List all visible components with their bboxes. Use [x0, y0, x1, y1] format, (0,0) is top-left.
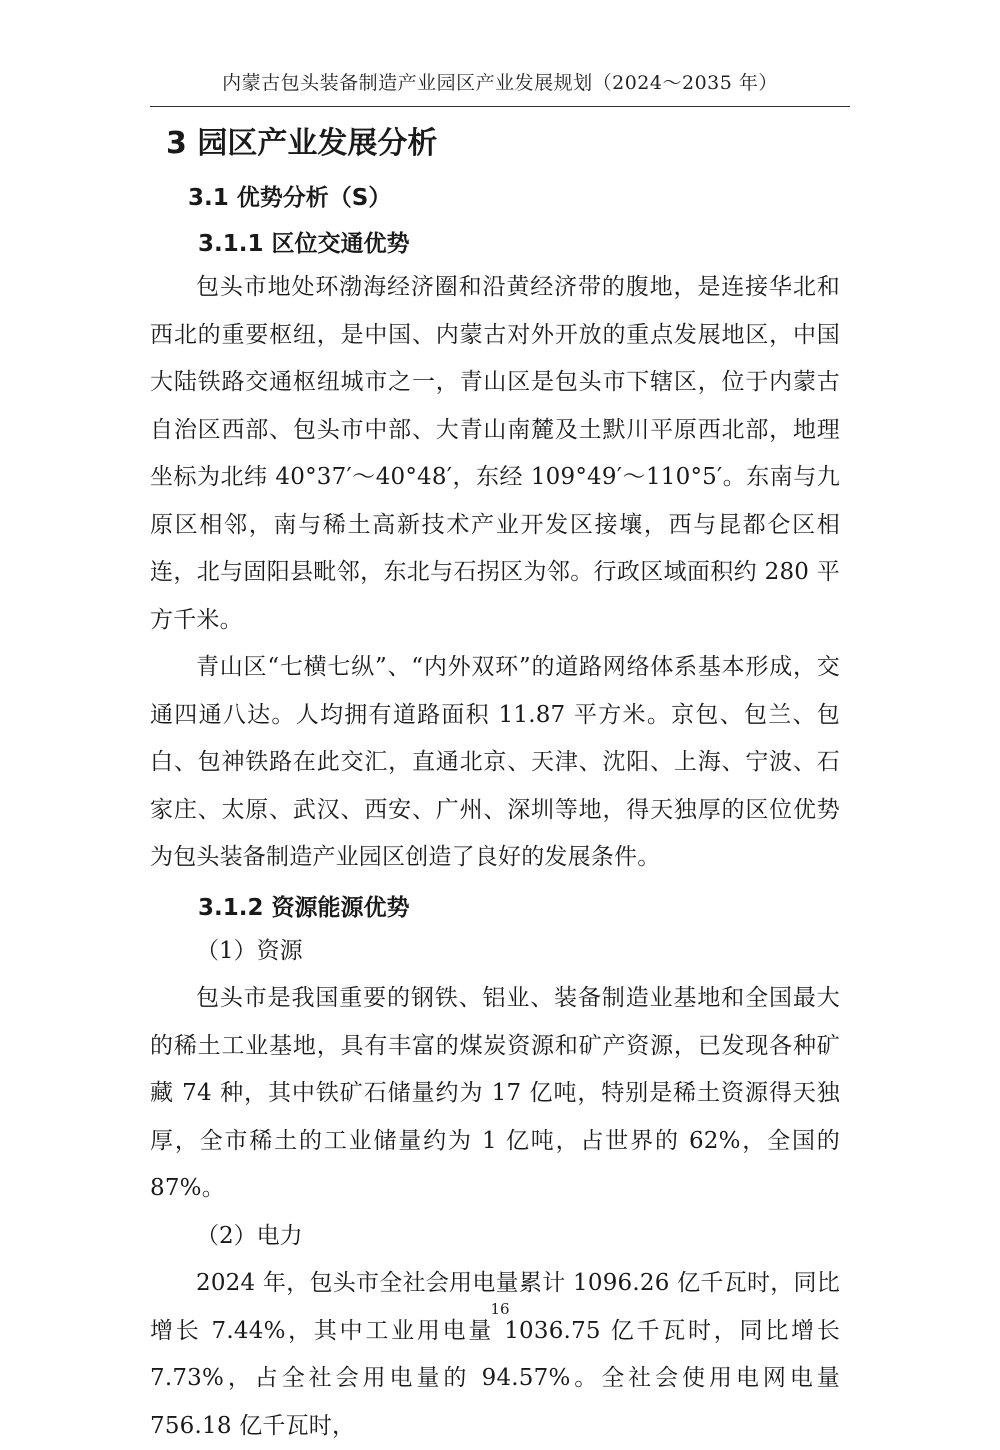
- item-label-resources: （1）资源: [196, 937, 303, 964]
- paragraph-transport-network: 青山区“七横七纵”、“内外双环”的道路网络体系基本形成，交通四通八达。人均拥有道路面积 11.87 平方米。京包、包兰、包白、包神铁路在此交汇，直通北京、天津、沈阳、上海、宁波、石家庄、太原、武汉、西安、广州、深圳等地，得天独厚的区位优势为包头装备制造产业园区创造了良好的发展条件。: [150, 654, 840, 870]
- item-label-power: （2）电力: [196, 1222, 303, 1249]
- paragraph-resources: 包头市是我国重要的钢铁、铝业、装备制造业基地和全国最大的稀土工业基地，具有丰富的煤炭资源和矿产资源，已发现各种矿藏 74 种，其中铁矿石储量约为 17 亿吨，特别是稀土资源得天独厚，全市稀土的工业储量约为 1 亿吨，占世界的 62%，全国的 87%。: [150, 985, 840, 1201]
- chapter-heading: 3 园区产业发展分析: [166, 126, 438, 161]
- page-number: 16: [490, 1300, 510, 1318]
- paragraph-power: 2024 年，包头市全社会用电量累计 1096.26 亿千瓦时，同比增长 7.44%，其中工业用电量 1036.75 亿千瓦时，同比增长 7.73%，占全社会用电量的 94.57%。全社会使用电网电量 756.18 亿千瓦时，: [150, 1270, 840, 1439]
- subsection-heading-3-1-2: 3.1.2 资源能源优势: [198, 894, 410, 921]
- section-heading-3-1: 3.1 优势分析（S）: [188, 185, 392, 211]
- page-content: [150, 118, 840, 1450]
- header-divider: [150, 106, 850, 107]
- subsection-heading-3-1-1: 3.1.1 区位交通优势: [198, 231, 410, 257]
- paragraph-location-advantage: 包头市地处环渤海经济圈和沿黄经济带的腹地，是连接华北和西北的重要枢纽，是中国、内蒙古对外开放的重点发展地区，中国大陆铁路交通枢纽城市之一，青山区是包头市下辖区，位于内蒙古自治区西部、包头市中部、大青山南麓及土默川平原西北部，地理坐标为北纬 40°37′～40°48′，东经 109°49′～110°5′。东南与九原区相邻，南与稀土高新技术产业开发区接壤，西与昆都仑区相连，北与固阳县毗邻，东北与石拐区为邻。行政区域面积约 280 平方千米。: [150, 274, 840, 633]
- page-header-title: 内蒙古包头装备制造产业园区产业发展规划（2024～2035 年）: [222, 72, 778, 94]
